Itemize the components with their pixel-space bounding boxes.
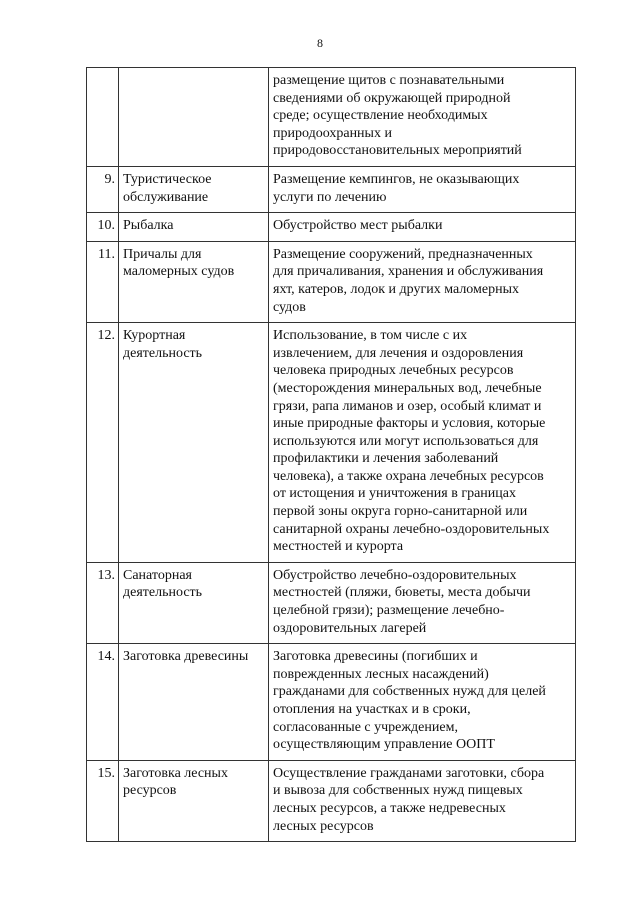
table-row — [87, 562, 576, 643]
row-number: 12. — [97, 328, 115, 344]
table-row — [87, 644, 576, 761]
zone-activities-table — [86, 67, 576, 842]
activity-description-cell — [269, 213, 576, 242]
row-number-cell — [87, 644, 119, 761]
page-number: 8 — [317, 36, 323, 50]
row-number: 9. — [104, 171, 115, 187]
row-number: 14. — [97, 649, 115, 665]
activity-name: Рыбалка — [123, 218, 174, 234]
activity-description: Обустройство лечебно-оздоровительных местностей (пляжи, бюветы, места добычи целебной грязи); размещение лечебно- оздоровительных лагерей — [273, 567, 531, 636]
activity-name-cell — [119, 323, 269, 563]
row-number: 15. — [97, 765, 115, 781]
activity-description: Заготовка древесины (погибших и поврежденных лесных насаждений) гражданами для собственных нужд для целей отопления на участках и в сроки, согласованные с учреждением, осуществляющим управление ООПТ — [273, 649, 546, 753]
activity-name: Курортная деятельность — [123, 328, 203, 361]
activity-description-cell — [269, 644, 576, 761]
activity-name: Причалы для маломерных судов — [123, 246, 235, 280]
activity-description-cell — [269, 68, 576, 167]
row-number: 13. — [97, 567, 115, 583]
table-row — [87, 166, 576, 212]
activity-name-cell — [119, 562, 269, 643]
activity-name: Туристическое обслуживание — [123, 171, 212, 205]
row-number-cell — [87, 241, 119, 322]
row-number-cell — [87, 760, 119, 841]
row-number-cell — [87, 166, 119, 212]
activity-name-cell — [119, 166, 269, 212]
row-number-cell — [87, 323, 119, 563]
activity-description: Размещение кемпингов, не оказывающих услуги по лечению — [273, 171, 520, 205]
activity-description-cell — [269, 241, 576, 322]
table-row — [87, 213, 576, 242]
activity-description: Использование, в том числе с их извлечением, для лечения и оздоровления человека природных лечебных ресурсов (месторождения минеральных вод, лечебные грязи, рапа лиманов и озер, особый климат и иные природные факторы и условия, которые используются или могут использоваться для профилактики и лечения заболеваний человека), а также охрана лечебных ресурсов от истощения и уничтожения в границах первой зоны округа горно-санитарной или санитарной охраны лечебно-оздоровительных местностей и курорта — [273, 328, 550, 555]
table-row — [87, 68, 576, 167]
activity-description-cell — [269, 760, 576, 841]
table-row — [87, 241, 576, 322]
activity-description: размещение щитов с познавательными сведениями об окружающей природной среде; осуществление необходимых природоохранных и природовосстановительных мероприятий — [273, 73, 522, 159]
activity-name-cell — [119, 241, 269, 322]
activity-description-cell — [269, 323, 576, 563]
row-number-cell — [87, 562, 119, 643]
row-number-cell — [87, 213, 119, 242]
activity-name-cell — [119, 760, 269, 841]
activity-name: Заготовка лесных ресурсов — [123, 765, 228, 799]
activity-description: Осуществление гражданами заготовки, сбора и вывоза для собственных нужд пищевых лесных ресурсов, а также недревесных лесных ресурсов — [273, 765, 545, 834]
activity-name-cell — [119, 644, 269, 761]
activity-description: Размещение сооружений, предназначенных для причаливания, хранения и обслуживания яхт, катеров, лодок и других маломерных судов — [273, 246, 544, 315]
row-number-cell — [87, 68, 119, 167]
activity-description-cell — [269, 166, 576, 212]
row-number: 10. — [97, 218, 115, 234]
row-number: 11. — [98, 246, 115, 262]
table-row — [87, 760, 576, 841]
activity-name: Санаторная деятельность — [123, 567, 203, 601]
table-row — [87, 323, 576, 563]
activity-description: Обустройство мест рыбалки — [273, 218, 443, 234]
activity-name: Заготовка древесины — [123, 649, 249, 665]
activity-name-cell — [119, 68, 269, 167]
activity-description-cell — [269, 562, 576, 643]
activity-name-cell — [119, 213, 269, 242]
